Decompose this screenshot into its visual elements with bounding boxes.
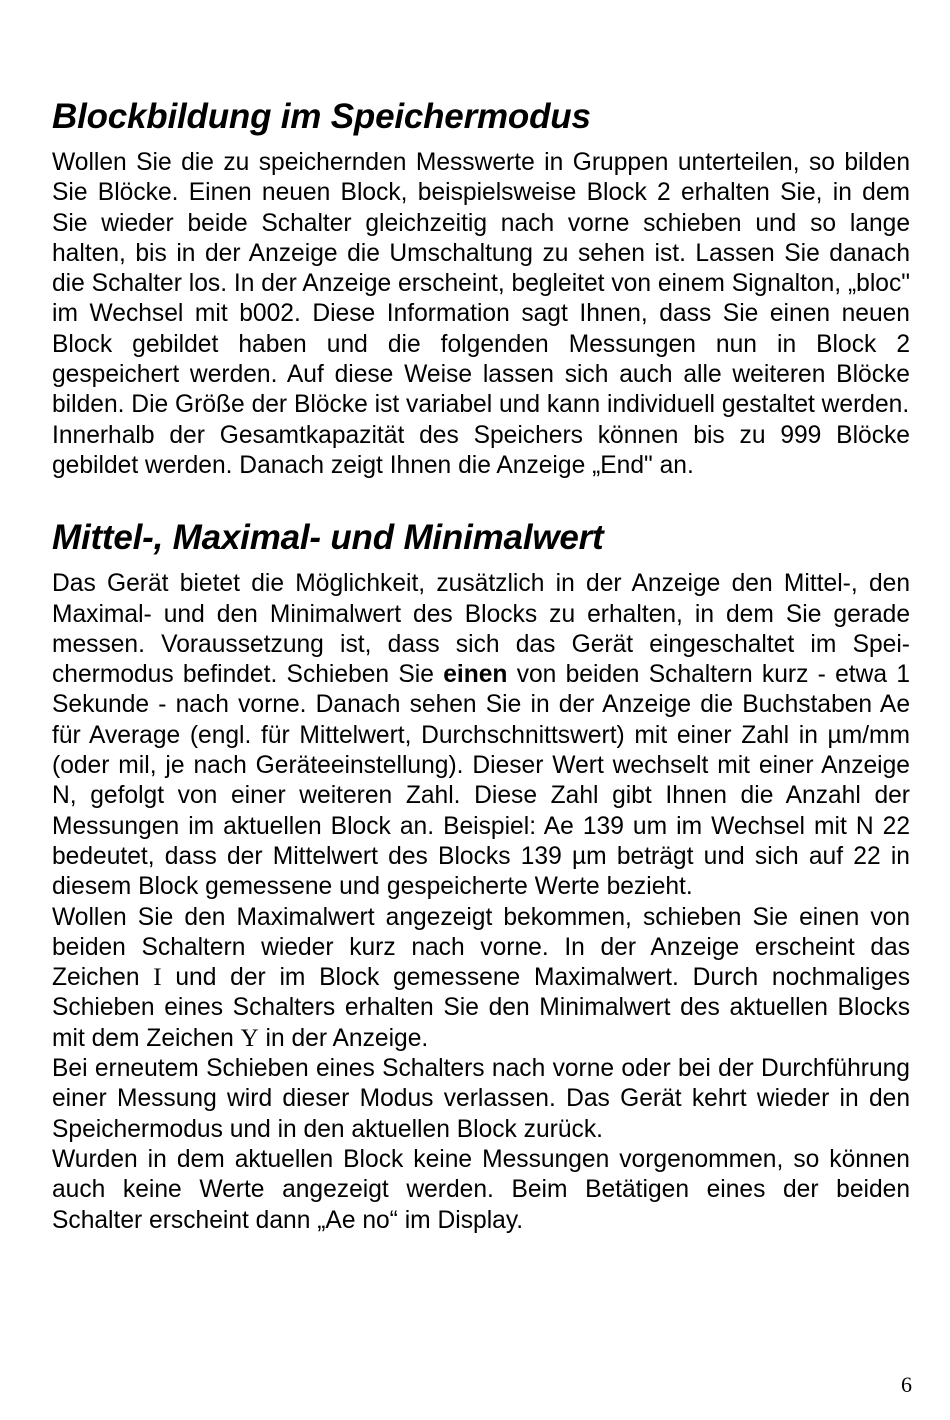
max-symbol: I [153, 964, 162, 992]
page-number: 6 [901, 1372, 912, 1397]
paragraph-max-min-value [52, 903, 910, 1054]
paragraph-mean-value-text-a: Das Gerät bietet die Möglichkeit, zusätzlich in der Anzeige den Mittel-, den Maximal- und den Minimalwert des Blocks zu erhalten, in dem Sie gerade messen. Voraussetzung ist, dass sich das Gerät eingeschaltet im Speichermodus befindet. Schieben Sie [52, 570, 910, 689]
paragraph-mean-value [52, 569, 910, 902]
emphasis-one-switch: einen [443, 661, 508, 689]
paragraph-exit-mode: Bei erneutem Schieben eines Schalters nach vorne oder bei der Durchführung einer Messung wird dieser Modus verlassen. Das Gerät kehrt wieder in den Speichermodus und in den aktuellen Block zurück. [52, 1055, 910, 1143]
paragraph-max-min-text-a: Wollen Sie den Maximalwert angezeigt bekommen, schieben Sie einen von beiden Schaltern wieder kurz nach vorne. In der Anzeige erscheint das Zeichen [52, 903, 910, 992]
section-block-formation [52, 96, 910, 481]
manual-page [52, 96, 910, 1236]
paragraph-block-formation-1: Wollen Sie die zu speichernden Messwerte in Gruppen unterteilen, so bilden Sie Blöcke. Einen neuen Block, beispielsweise Block 2 erhalten Sie, in dem Sie wieder beide Schalter gleichzeitig nach vorne schieben und so lange halten, bis in der Anzeige die Umschaltung zu sehen ist. Lassen Sie danach die Schalter los. In der Anzeige erscheint, begleitet von einem Signalton, „bloc" im Wechsel mit b002. Diese Information sagt Ihnen, dass Sie einen neuen Block gebildet haben und die folgenden Messungen nun in Block 2 gespeichert werden. Auf diese Weise lassen sich auch alle weiteren Blöcke bilden. Die Größe der Blöcke ist variabel und kann individuell gestaltet werden. [52, 149, 910, 419]
paragraph-mean-value-text-b: von beiden Schaltern kurz - etwa 1 Sekunde - nach vorne. Danach sehen Sie in der Anzeige die Buchstaben Ae für Average (engl. für Mittelwert, Durchschnittswert) mit einer Zahl in µm/mm (oder mil, je nach Geräteeinstellung). Dieser Wert wechselt mit einer Anzeige N, gefolgt von einer weiteren Zahl. Diese Zahl gibt Ihnen die Anzahl der Messungen im aktuellen Block an. Beispiel: Ae 139 um im Wechsel mit N 22 bedeutet, dass der Mittelwert des Blocks 139 µm beträgt und sich auf 22 in diesem Block gemessene und gespeicherte Werte bezieht. [52, 661, 911, 901]
section-mean-max-min [52, 517, 910, 1236]
paragraph-no-measurements: Wurden in dem aktuellen Block keine Messungen vorgenommen, so können auch keine Werte angezeigt werden. Beim Betätigen eines der beiden Schalter erscheint dann „Ae no“ im Display. [52, 1145, 910, 1234]
paragraph-max-min-text-b: und der im Block gemessene Maximalwert. Durch nochmaliges Schieben eines Schalters erhalten Sie den Minimalwert des aktuellen Blocks mit dem Zeichen [52, 964, 911, 1052]
section-title-mean-max-min: Mittel-, Maximal- und Minimalwert [52, 518, 604, 558]
min-symbol: Y [240, 1024, 259, 1052]
paragraph-block-formation-2: Innerhalb der Gesamtkapazität des Speichers können bis zu 999 Blöcke gebildet werden. Danach zeigt Ihnen die Anzeige „End" an. [52, 421, 910, 479]
paragraph-max-min-text-c: in der Anzeige. [258, 1024, 429, 1052]
section-title-block-formation: Blockbildung im Speichermodus [52, 97, 591, 136]
